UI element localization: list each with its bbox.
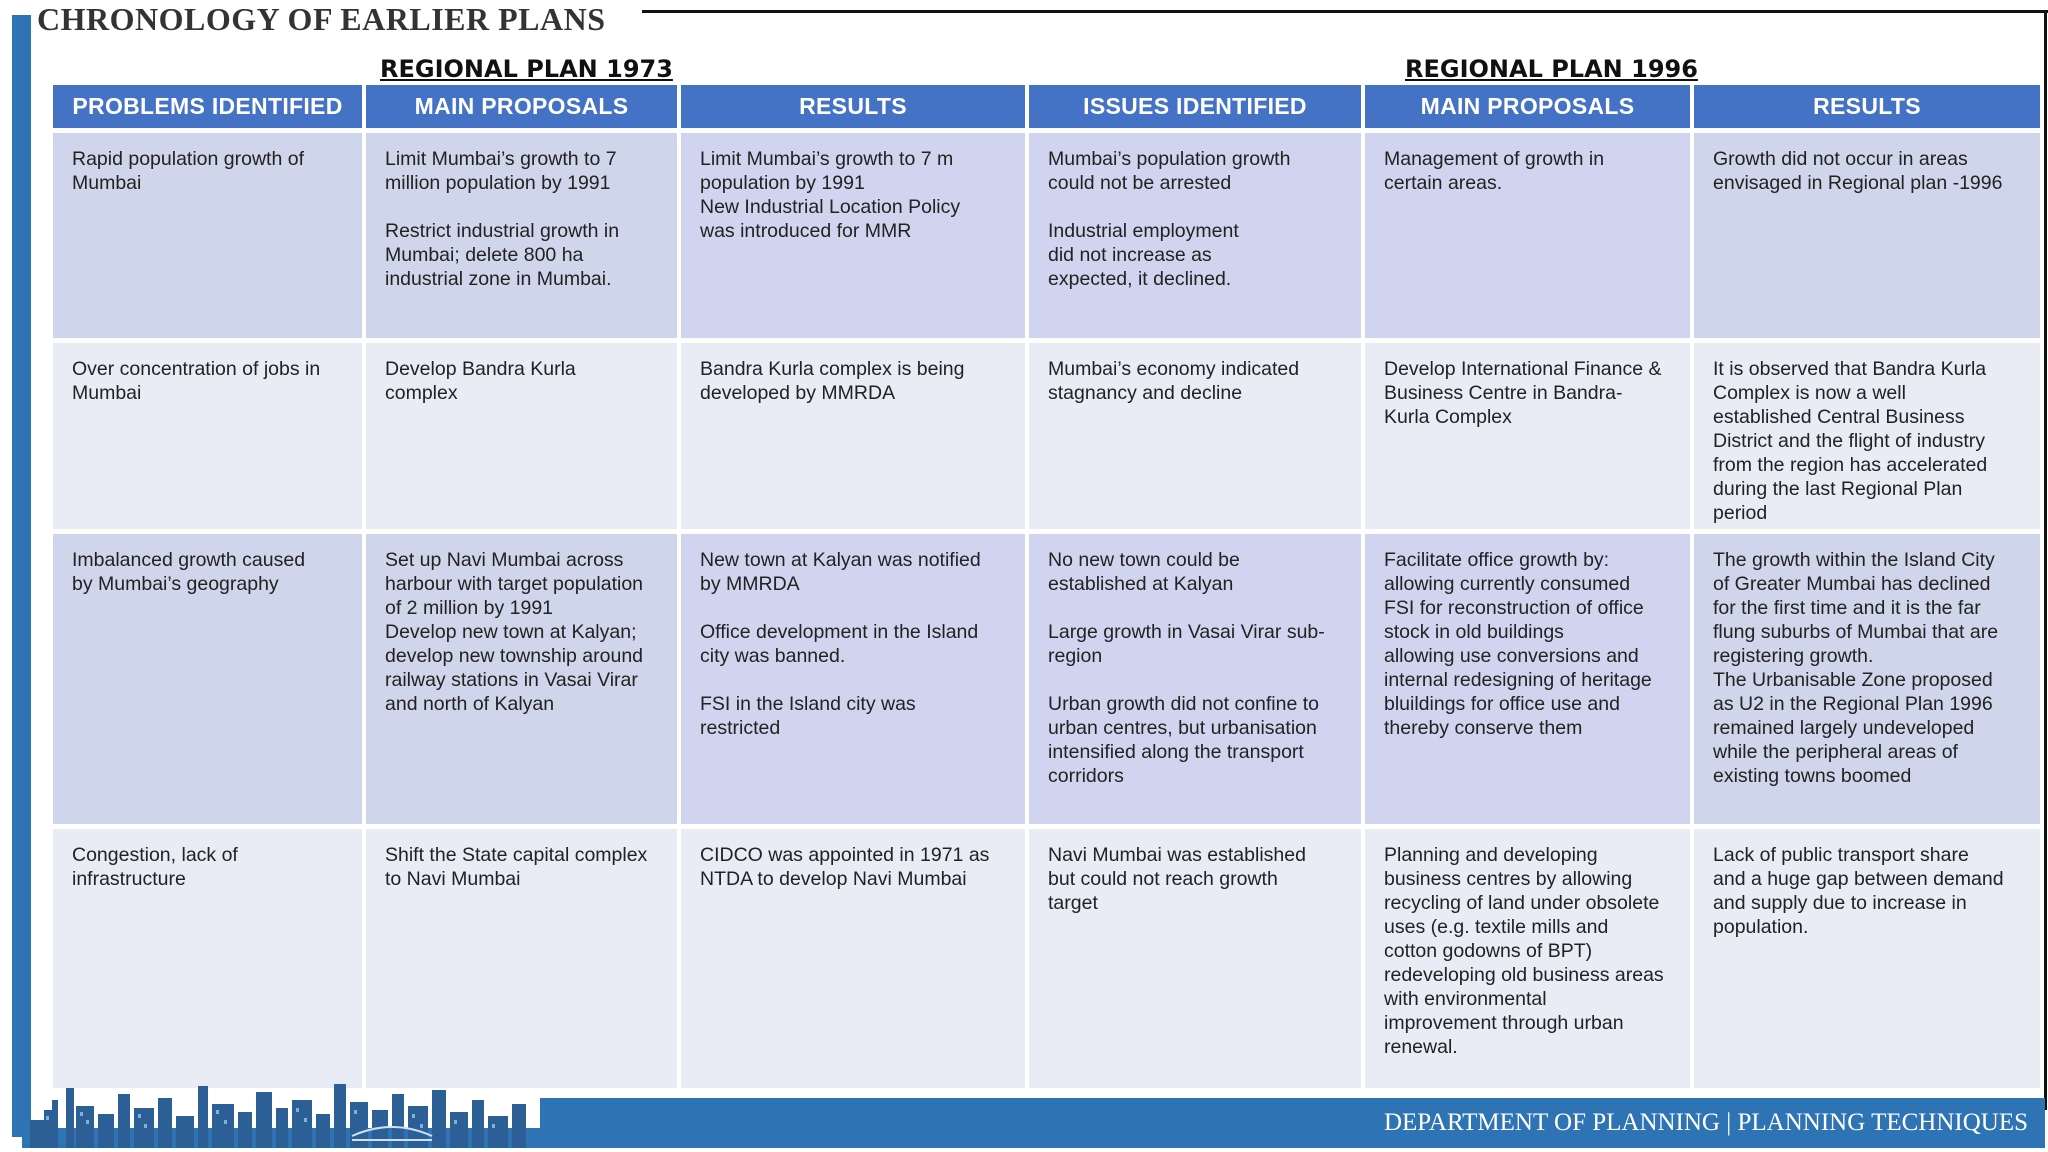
table-cell: It is observed that Bandra Kurla Complex is now a well established Central Business District and the flight of industry from the region has accelerated during the last Regional Plan period <box>1694 343 2040 529</box>
table-cell: CIDCO was appointed in 1971 as NTDA to develop Navi Mumbai <box>681 829 1025 1088</box>
footer-department-text: DEPARTMENT OF PLANNING | PLANNING TECHNIQUES <box>1383 1109 2028 1136</box>
left-accent-bar <box>12 15 31 1137</box>
table-cell: Growth did not occur in areas envisaged in Regional plan -1996 <box>1694 133 2040 338</box>
table-cell: Shift the State capital complex to Navi Mumbai <box>366 829 677 1088</box>
header-problems-identified: PROBLEMS IDENTIFIED <box>53 85 362 128</box>
table-cell: New town at Kalyan was notified by MMRDA Office development in the Island city was banned. FSI in the Island city was restricted <box>681 534 1025 824</box>
table-cell: Congestion, lack of infrastructure <box>53 829 362 1088</box>
table-cell: Management of growth in certain areas. <box>1365 133 1690 338</box>
table-cell: Lack of public transport share and a huge gap between demand and supply due to increase in population. <box>1694 829 2040 1088</box>
header-main-proposals-1973: MAIN PROPOSALS <box>366 85 677 128</box>
table-cell: Mumbai’s economy indicated stagnancy and decline <box>1029 343 1361 529</box>
table-cell: Planning and developing business centres by allowing recycling of land under obsolete uses (e.g. textile mills and cotton godowns of BPT) redeveloping old business areas with environmental improvement through urban renewal. <box>1365 829 1690 1088</box>
regional-plan-1996-heading: REGIONAL PLAN 1996 <box>1405 55 1698 83</box>
frame-top-line <box>642 10 2048 13</box>
header-issues-identified: ISSUES IDENTIFIED <box>1029 85 1361 128</box>
table-cell: Set up Navi Mumbai across harbour with target population of 2 million by 1991 Develop new town at Kalyan; develop new township around railway stations in Vasai Virar and north of Kalyan <box>366 534 677 824</box>
header-main-proposals-1996: MAIN PROPOSALS <box>1365 85 1690 128</box>
table-cell: Rapid population growth of Mumbai <box>53 133 362 338</box>
page-title: CHRONOLOGY OF EARLIER PLANS <box>37 0 618 38</box>
table-cell: Limit Mumbai’s growth to 7 m population by 1991 New Industrial Location Policy was introduced for MMR <box>681 133 1025 338</box>
table-cell: Bandra Kurla complex is being developed by MMRDA <box>681 343 1025 529</box>
footer-bar <box>540 1098 2045 1148</box>
table-cell: Over concentration of jobs in Mumbai <box>53 343 362 529</box>
table-cell: Limit Mumbai’s growth to 7 million population by 1991 Restrict industrial growth in Mumbai; delete 800 ha industrial zone in Mumbai. <box>366 133 677 338</box>
table-cell: Imbalanced growth caused by Mumbai’s geography <box>53 534 362 824</box>
table-cell: Facilitate office growth by: allowing currently consumed FSI for reconstruction of office stock in old buildings allowing use conversions and internal redesigning of heritage bluildings for office use and thereby conserve them <box>1365 534 1690 824</box>
table-cell: No new town could be established at Kalyan Large growth in Vasai Virar sub- region Urban growth did not confine to urban centres, but urbanisation intensified along the transport corridors <box>1029 534 1361 824</box>
table-cell: The growth within the Island City of Greater Mumbai has declined for the first time and it is the far flung suburbs of Mumbai that are registering growth. The Urbanisable Zone proposed as U2 in the Regional Plan 1996 remained largely undeveloped while the peripheral areas of existing towns boomed <box>1694 534 2040 824</box>
table-cell: Navi Mumbai was established but could not reach growth target <box>1029 829 1361 1088</box>
table-cell: Develop International Finance & Business Centre in Bandra- Kurla Complex <box>1365 343 1690 529</box>
city-skyline-illustration <box>22 1080 542 1148</box>
table-cell: Develop Bandra Kurla complex <box>366 343 677 529</box>
header-results-1996: RESULTS <box>1694 85 2040 128</box>
header-results-1973: RESULTS <box>681 85 1025 128</box>
regional-plan-1973-heading: REGIONAL PLAN 1973 <box>380 55 673 83</box>
frame-right-line <box>2044 10 2047 1110</box>
plans-table <box>53 85 2020 1083</box>
table-cell: Mumbai’s population growth could not be arrested Industrial employment did not increase as expected, it declined. <box>1029 133 1361 338</box>
